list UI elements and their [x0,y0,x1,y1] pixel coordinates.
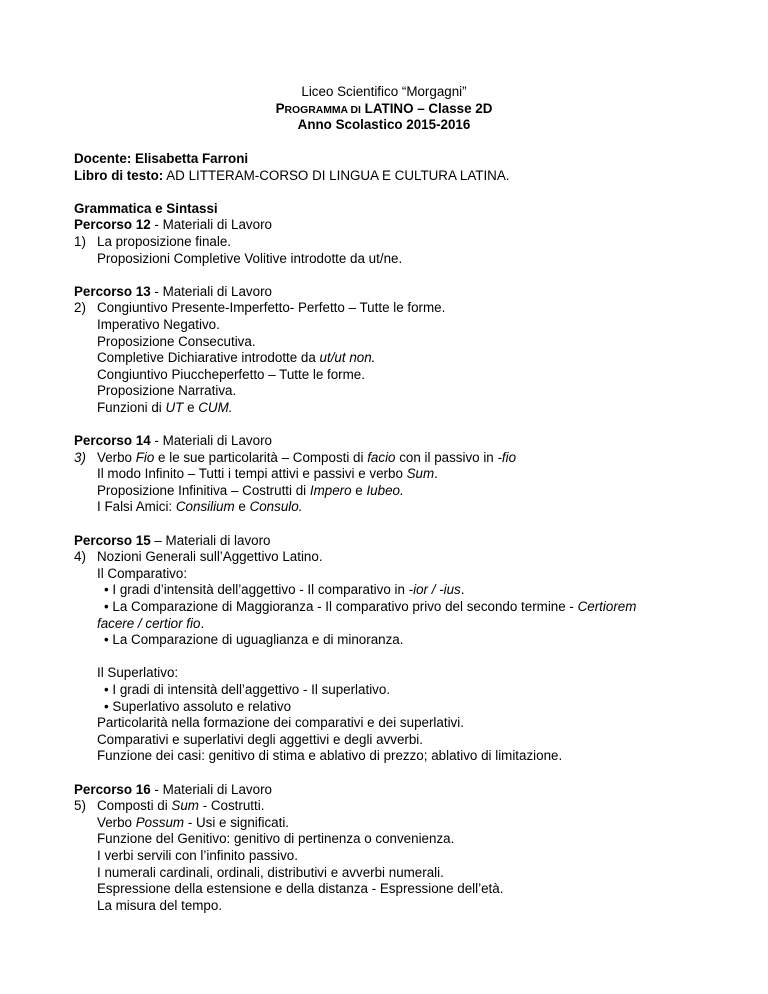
list-item: 1) La proposizione finale. [74,233,231,249]
list-item: 4) Nozioni Generali sull’Aggettivo Latino. [74,549,323,565]
list-item: Proposizione Consecutiva. [97,333,256,349]
list-item: I verbi servili con l’infinito passivo. [97,847,298,863]
list-item: I Falsi Amici: Consilium e Consulo. [97,499,303,515]
teacher-line: Docente: Elisabetta Farroni [74,151,249,166]
document-header [0,84,768,134]
list-item: 3) Verbo Fio e le sue particolarità – Composti di facio con il passivo in -fio [74,449,517,465]
list-item: 2) Congiuntivo Presente-Imperfetto- Perfetto – Tutte le forme. [74,300,446,316]
list-item: Imperativo Negativo. [97,316,220,332]
list-item: • La Comparazione di Maggioranza - Il comparativo privo del secondo termine - Certiorem [104,599,637,615]
list-item: Completive Dichiarative introdotte da ut/ut non. [97,350,376,366]
list-item: 5) Composti di Sum - Costrutti. [74,798,265,814]
list-item: Funzione del Genitivo: genitivo di pertinenza o convenienza. [97,831,455,847]
list-item: Proposizioni Completive Volitive introdotte da ut/ne. [97,250,403,266]
school-year: Anno Scolastico 2015-2016 [297,117,471,133]
list-item: Proposizione Narrativa. [97,383,237,399]
list-item: Particolarità nella formazione dei comparativi e dei superlativi. [97,715,464,731]
program-title: PROGRAMMA DI LATINO – Classe 2D [275,100,493,116]
list-item: facere / certior fio. [97,615,205,631]
list-item: Comparativi e superlativi degli aggettivi e degli avverbi. [97,731,424,747]
list-item: • La Comparazione di uguaglianza e di minoranza. [104,632,404,648]
textbook-line: Libro di testo: AD LITTERAM-CORSO DI LINGUA E CULTURA LATINA. [74,167,510,183]
list-item: Il modo Infinito – Tutti i tempi attivi e passivi e verbo Sum. [97,466,438,482]
percorso-15-heading: Percorso 15 – Materiali di lavoro [74,532,271,548]
list-item: Il Superlativo: [97,665,179,681]
list-item: • I gradi d’intensità dell’aggettivo - Il comparativo in -ior / -ius. [104,582,465,598]
list-item: • I gradi di intensità dell’aggettivo - Il superlativo. [104,682,391,697]
list-item: La misura del tempo. [97,897,223,913]
list-item: I numerali cardinali, ordinali, distributivi e avverbi numerali. [97,864,444,880]
percorso-16-heading: Percorso 16 - Materiali di Lavoro [74,781,272,797]
list-item: Il Comparativo: [97,565,188,581]
percorso-12-heading: Percorso 12 - Materiali di Lavoro [74,217,272,233]
list-item: Funzioni di UT e CUM. [97,399,233,415]
list-item: • Superlativo assoluto e relativo [104,698,292,714]
list-item: Espressione della estensione e della distanza - Espressione dell’età. [97,881,504,897]
list-item: Verbo Possum - Usi e significati. [97,814,290,830]
section-title: Grammatica e Sintassi [74,200,218,216]
list-item: Congiuntivo Piuccheperfetto – Tutte le forme. [97,366,365,382]
document-body [74,151,714,914]
school-name: Liceo Scientifico “Morgagni” [301,84,467,99]
percorso-14-heading: Percorso 14 - Materiali di Lavoro [74,433,272,449]
percorso-13-heading: Percorso 13 - Materiali di Lavoro [74,283,272,299]
list-item: Funzione dei casi: genitivo di stima e ablativo di prezzo; ablativo di limitazione. [97,748,563,764]
list-item: Proposizione Infinitiva – Costrutti di Impero e Iubeo. [97,482,404,498]
